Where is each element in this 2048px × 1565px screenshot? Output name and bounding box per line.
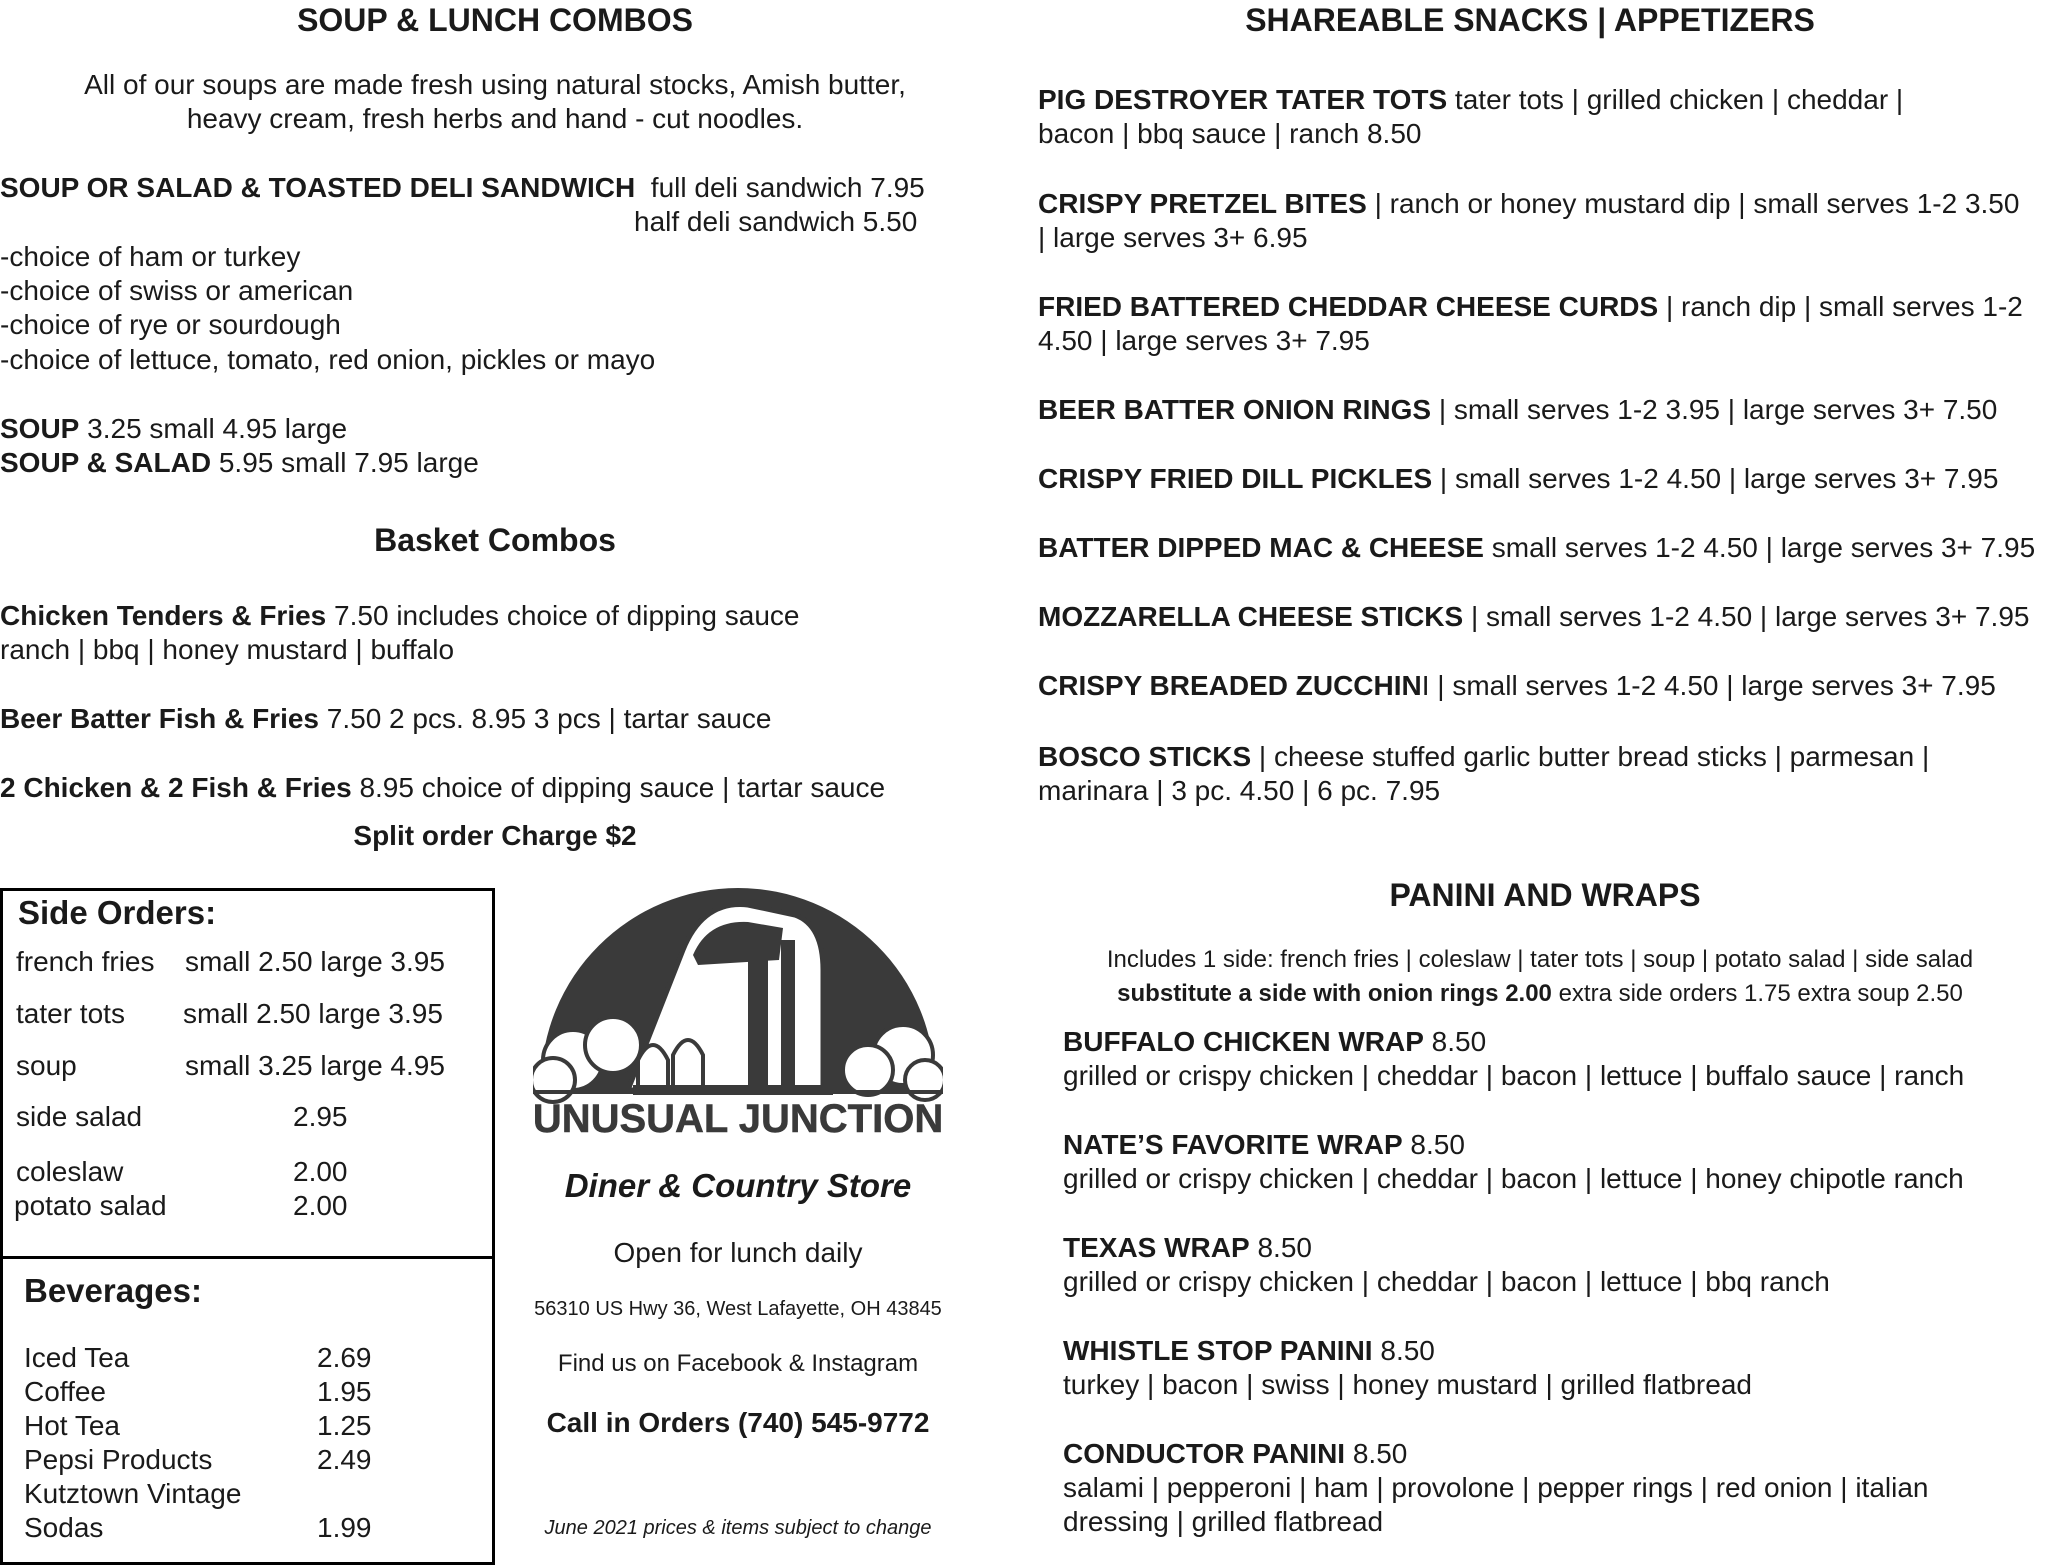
- side-tots-name: tater tots: [16, 998, 125, 1029]
- snack-name: BEER BATTER ONION RINGS: [1038, 394, 1432, 425]
- panini-name: BUFFALO CHICKEN WRAP: [1063, 1026, 1424, 1057]
- snack-name: PIG DESTROYER TATER TOTS: [1038, 84, 1448, 115]
- snack-name: CRISPY PRETZEL BITES: [1038, 188, 1367, 219]
- panini-desc: salami | pepperoni | ham | provolone | pepper rings | red onion | italian: [1063, 1472, 1929, 1503]
- snack-desc-line2: | large serves 3+ 6.95: [1038, 222, 1308, 253]
- side-salad-price: 2.95: [293, 1101, 348, 1132]
- panini-name: WHISTLE STOP PANINI: [1063, 1335, 1373, 1366]
- bev-kutztown-name: Kutztown Vintage: [24, 1478, 242, 1509]
- intro-line-2: heavy cream, fresh herbs and hand - cut noodles.: [186, 103, 804, 134]
- snack-item: [1038, 187, 2019, 221]
- bev-sodas-name: Sodas: [24, 1512, 104, 1543]
- choice-2: -choice of swiss or american: [0, 275, 354, 306]
- address-text: 56310 US Hwy 36, West Lafayette, OH 43845: [534, 1298, 942, 1320]
- panini-item: [1063, 1437, 1407, 1471]
- panini-item: [1063, 1128, 1465, 1162]
- snack-item: [1038, 669, 1996, 703]
- tenders-desc: 7.50 includes choice of dipping sauce: [326, 600, 800, 631]
- choice-1: -choice of ham or turkey: [0, 241, 301, 272]
- basket-combos-title: Basket Combos: [374, 522, 616, 558]
- side-fries-price: small 2.50 large 3.95: [185, 946, 445, 977]
- bev-hot-tea-price: 1.25: [317, 1410, 372, 1441]
- panini-desc-line2: dressing | grilled flatbread: [1063, 1506, 1384, 1537]
- combo-desc: 8.95 choice of dipping sauce | tartar sauce: [351, 772, 886, 803]
- snack-desc: | small serves 1-2 4.50 | large serves 3+ 7.95: [1432, 463, 1999, 494]
- panini-item: [1063, 1334, 1435, 1368]
- soup-lunch-title: SOUP & LUNCH COMBOS: [297, 2, 693, 38]
- logo-text: UNUSUAL JUNCTION: [533, 1097, 943, 1140]
- snack-item: [1038, 531, 2035, 565]
- phone-text: Call in Orders (740) 545-9772: [546, 1407, 930, 1438]
- deli-half-price: half deli sandwich 5.50: [634, 206, 918, 237]
- panini-name: NATE’S FAVORITE WRAP: [1063, 1129, 1403, 1160]
- panini-name: CONDUCTOR PANINI: [1063, 1438, 1346, 1469]
- panini-desc: turkey | bacon | swiss | honey mustard | grilled flatbread: [1063, 1369, 1752, 1400]
- panini-desc: grilled or crispy chicken | cheddar | bacon | lettuce | buffalo sauce | ranch: [1063, 1060, 1965, 1091]
- side-fries-name: french fries: [16, 946, 155, 977]
- deli-full-price: full deli sandwich 7.95: [650, 172, 925, 203]
- soup-salad-price: 5.95 small 7.95 large: [211, 447, 479, 478]
- fish-line: [0, 702, 771, 736]
- fish-desc: 7.50 2 pcs. 8.95 3 pcs | tartar sauce: [319, 703, 772, 734]
- side-potato-salad-price: 2.00: [293, 1190, 348, 1221]
- snack-name: CRISPY FRIED DILL PICKLES: [1038, 463, 1433, 494]
- snack-item: [1038, 393, 1997, 427]
- bev-pepsi-price: 2.49: [317, 1444, 372, 1475]
- bev-iced-tea-price: 2.69: [317, 1342, 372, 1373]
- snack-desc-line2: marinara | 3 pc. 4.50 | 6 pc. 7.95: [1038, 775, 1441, 806]
- bev-hot-tea-name: Hot Tea: [24, 1410, 120, 1441]
- side-potato-salad-name: potato salad: [14, 1190, 167, 1221]
- panini-name: TEXAS WRAP: [1063, 1232, 1250, 1263]
- side-coleslaw-price: 2.00: [293, 1156, 348, 1187]
- soup-price: 3.25 small 4.95 large: [79, 413, 348, 444]
- side-tots-price: small 2.50 large 3.95: [183, 998, 443, 1029]
- snack-desc-line2: bacon | bbq sauce | ranch 8.50: [1038, 118, 1422, 149]
- snack-desc: small serves 1-2 4.50 | large serves 3+ 7.95: [1483, 532, 2036, 563]
- combo-line: [0, 771, 885, 805]
- snack-item: [1038, 740, 1929, 774]
- snacks-title: SHAREABLE SNACKS | APPETIZERS: [1245, 2, 1815, 38]
- panini-price: 8.50: [1345, 1438, 1408, 1469]
- panini-desc: grilled or crispy chicken | cheddar | bacon | lettuce | bbq ranch: [1063, 1266, 1830, 1297]
- side-soup-name: soup: [16, 1050, 77, 1081]
- deli-combo-name: SOUP OR SALAD & TOASTED DELI SANDWICH: [0, 172, 636, 203]
- side-soup-price: small 3.25 large 4.95: [185, 1050, 445, 1081]
- panini-title: PANINI AND WRAPS: [1389, 877, 1701, 913]
- choice-3: -choice of rye or sourdough: [0, 309, 341, 340]
- panini-desc: grilled or crispy chicken | cheddar | bacon | lettuce | honey chipotle ranch: [1063, 1163, 1964, 1194]
- tenders-sauces: ranch | bbq | honey mustard | buffalo: [0, 634, 455, 665]
- panini-includes: Includes 1 side: french fries | coleslaw | tater tots | soup | potato salad | side salad: [1106, 946, 1974, 973]
- bev-pepsi-name: Pepsi Products: [24, 1444, 213, 1475]
- snack-desc: | ranch or honey mustard dip | small serves 1-2 3.50: [1366, 188, 2020, 219]
- panini-price: 8.50: [1249, 1232, 1312, 1263]
- side-salad-name: side salad: [16, 1101, 143, 1132]
- soup-salad-name: SOUP & SALAD: [0, 447, 212, 478]
- bev-coffee-name: Coffee: [24, 1376, 106, 1407]
- intro-line-1: All of our soups are made fresh using natural stocks, Amish butter,: [84, 69, 906, 100]
- snack-item: [1038, 462, 1998, 496]
- snack-name: BATTER DIPPED MAC & CHEESE: [1038, 532, 1484, 563]
- fish-name: Beer Batter Fish & Fries: [0, 703, 319, 734]
- side-orders-title: Side Orders:: [18, 894, 217, 931]
- store-subtitle: Diner & Country Store: [564, 1167, 912, 1204]
- snack-desc: | small serves 1-2 3.95 | large serves 3+ 7.50: [1431, 394, 1998, 425]
- bev-coffee-price: 1.95: [317, 1376, 372, 1407]
- tenders-name: Chicken Tenders & Fries: [0, 600, 327, 631]
- price-note: June 2021 prices & items subject to change: [544, 1517, 932, 1539]
- snack-desc-line2: 4.50 | large serves 3+ 7.95: [1038, 325, 1370, 356]
- snack-name: BOSCO STICKS: [1038, 741, 1252, 772]
- combo-name: 2 Chicken & 2 Fish & Fries: [0, 772, 352, 803]
- snack-desc: | cheese stuffed garlic butter bread sticks | parmesan |: [1251, 741, 1930, 772]
- split-order-charge: Split order Charge $2: [353, 820, 637, 851]
- panini-price: 8.50: [1423, 1026, 1487, 1057]
- choice-4: -choice of lettuce, tomato, red onion, pickles or mayo: [0, 344, 656, 375]
- panini-substitute: substitute a side with onion rings 2.00: [1117, 980, 1552, 1007]
- snack-desc: I | small serves 1-2 4.50 | large serves 3+ 7.95: [1421, 670, 1996, 701]
- soup-salad-line: [0, 446, 479, 480]
- soup-name: SOUP: [0, 413, 80, 444]
- snack-item: [1038, 290, 2023, 324]
- panini-price: 8.50: [1372, 1335, 1435, 1366]
- side-coleslaw-name: coleslaw: [16, 1156, 124, 1187]
- panini-extras: extra side orders 1.75 extra soup 2.50: [1551, 980, 1963, 1007]
- snack-name: CRISPY BREADED ZUCCHIN: [1038, 670, 1422, 701]
- panini-item: [1063, 1025, 1486, 1059]
- panini-price: 8.50: [1402, 1129, 1465, 1160]
- snack-desc: | small serves 1-2 4.50 | large serves 3+ 7.95: [1463, 601, 2030, 632]
- bev-iced-tea-name: Iced Tea: [24, 1342, 130, 1373]
- panini-substitute-line: [1040, 979, 2040, 1009]
- snack-item: [1038, 600, 2029, 634]
- social-text: Find us on Facebook & Instagram: [557, 1350, 919, 1377]
- snack-desc: | ranch dip | small serves 1-2: [1658, 291, 2023, 322]
- snack-name: MOZZARELLA CHEESE STICKS: [1038, 601, 1464, 632]
- bev-sodas-price: 1.99: [317, 1512, 372, 1543]
- train-logo: [533, 880, 943, 1140]
- soup-line: [0, 412, 347, 446]
- beverages-title: Beverages:: [24, 1272, 202, 1309]
- snack-desc: tater tots | grilled chicken | cheddar |: [1447, 84, 1904, 115]
- snack-name: FRIED BATTERED CHEDDAR CHEESE CURDS: [1038, 291, 1659, 322]
- hours-text: Open for lunch daily: [613, 1237, 863, 1268]
- tenders-line: [0, 599, 799, 633]
- snack-item: [1038, 83, 1903, 117]
- deli-combo-line: [0, 171, 925, 205]
- panini-item: [1063, 1231, 1312, 1265]
